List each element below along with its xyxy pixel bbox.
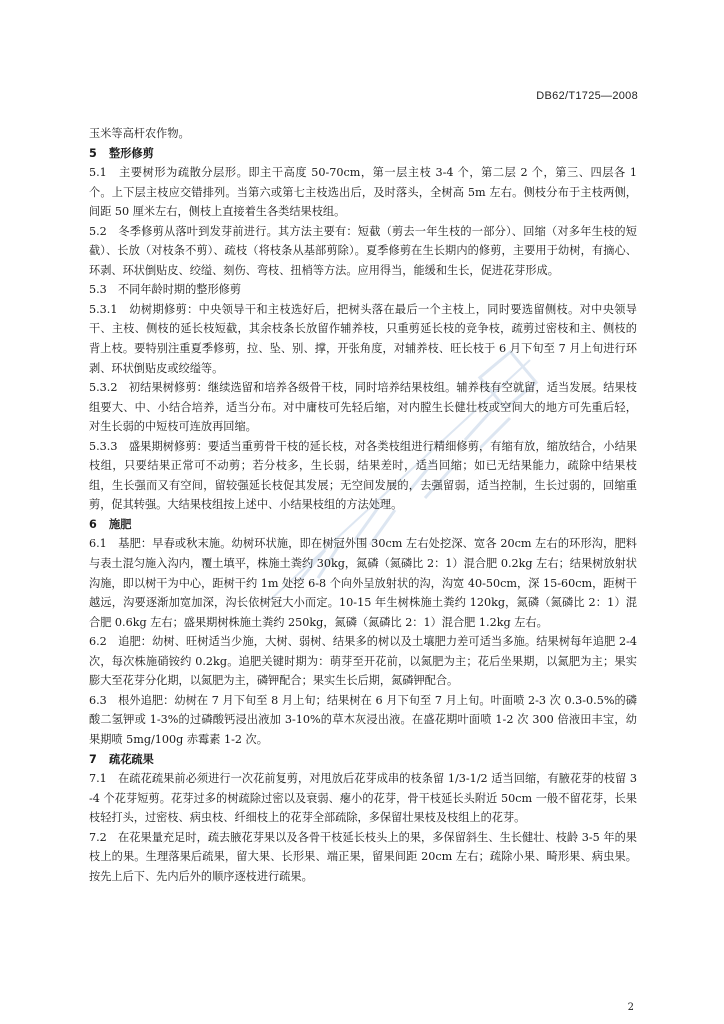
section-7-number: 7	[89, 752, 97, 766]
document-body	[89, 124, 637, 886]
page-number: 2	[627, 1002, 634, 1013]
section-7-heading	[89, 750, 637, 770]
paragraph-5-3-1: 5.3.1 幼树期修剪：中央领导干和主枝选好后，把树头落在最后一个主枝上，同时要选留侧枝。对中央领导干、主枝、侧枝的延长枝短截，其余枝条长放留作辅养枝，只重剪延长枝的竞争枝，疏剪过密枝和主、侧枝的背上枝。要特别注重夏季修剪，拉、坠、别、撑，开张角度，对辅养枝、旺长枝于 6 月下旬至 7 月上旬进行环剥、环状倒贴皮或绞缢等。	[89, 302, 637, 375]
section-5-heading	[89, 144, 637, 164]
paragraph-7-1: 7.1 在疏花疏果前必须进行一次花前复剪，对甩放后花芽成串的枝条留 1/3-1/2 适当回缩，有腋花芽的枝留 3-4 个花芽短剪。花芽过多的树疏除过密以及衰弱、瘪小的花芽，骨干枝延长头附近 50cm 一般不留花芽，长果枝轻打头，过密枝、病虫枝、纤细枝上的花芽全部疏除，多保留壮果枝及枝组上的花芽。	[89, 772, 637, 825]
standard-code: DB62/T1725—2008	[536, 90, 638, 102]
paragraph-5-3-2: 5.3.2 初结果树修剪：继续选留和培养各级骨干枝，同时培养结果枝组。辅养枝有空就留，适当发展。结果枝组要大、中、小结合培养，适当分布。对中庸枝可先轻后缩，对内膛生长健壮枝或空间大的地方可先重后轻，对生长弱的中短枝可连放再回缩。	[89, 381, 637, 434]
paragraph-5-3-3: 5.3.3 盛果期树修剪：要适当重剪骨干枝的延长枝，对各类枝组进行精细修剪，有缩有放，缩放结合，小结果枝组，只要结果正常可不动剪；若分枝多，生长弱，结果差时，适当回缩；如已无结果能力，疏除中结果枝组，生长强而又有空间，留较强延长枝促其发展；无空间发展的，去强留弱，适当控制，生长过弱的，回缩重剪，促其转强。大结果枝组按上述中、小结果枝组的方法处理。	[89, 439, 637, 512]
section-6-heading	[89, 515, 637, 535]
section-5-title: 整形修剪	[109, 146, 154, 160]
paragraph-7-2: 7.2 在花果量充足时，疏去腋花芽果以及各骨干枝延长枝头上的果，多保留斜生、生长健壮、枝龄 3-5 年的果枝上的果。生理落果后疏果，留大果、长形果、端正果，留果间距 20cm 左右；疏除小果、畸形果、病虫果。按先上后下、先内后外的顺序逐枝进行疏果。	[89, 830, 637, 883]
paragraph-6-2: 6.2 追肥：幼树、旺树适当少施，大树、弱树、结果多的树以及土壤肥力差可适当多施。结果树每年追肥 2-4 次，每次株施硝铵约 0.2kg。追肥关键时期为：萌芽至开花前，以氮肥为主；花后坐果期，以氮肥为主；果实膨大至花芽分化期，以氮肥为主，磷钾配合；果实生长后期，氮磷钾配合。	[89, 635, 637, 688]
paragraph-5-3: 5.3 不同年龄时期的整形修剪	[89, 283, 242, 297]
section-5-number: 5	[89, 146, 97, 160]
paragraph-6-3: 6.3 根外追肥：幼树在 7 月下旬至 8 月上旬；结果树在 6 月下旬至 7 月上旬。叶面喷 2-3 次 0.3-0.5%的磷酸二氢钾或 1-3%的过磷酸钙浸出液加 3-10%的草木灰浸出液。在盛花期叶面喷 1-2 次 300 倍液田丰宝，幼果期喷 5mg/100g 赤霉素 1-2 次。	[89, 693, 637, 746]
paragraph-6-1: 6.1 基肥：早春或秋末施。幼树环状施，即在树冠外围 30cm 左右处挖深、宽各 20cm 左右的环形沟，肥料与表土混匀施入沟内，覆土填平，株施土粪约 30kg，氮磷（氮磷比 2：1）混合肥 0.2kg 左右；结果树放射状沟施，即以树干为中心，距树干约 1m 处挖 6-8 个向外呈放射状的沟，沟宽 40-50cm，深 15-60cm，距树干越远，沟要逐渐加宽加深，沟长依树冠大小而定。10-15 年生树株施土粪约 120kg，氮磷（氮磷比 2：1）混合肥 0.6kg 左右；盛果期树株施土粪约 250kg，氮磷（氮磷比 2：1）混合肥 1.2kg 左右。	[89, 537, 637, 629]
section-6-title: 施肥	[109, 517, 132, 531]
intro-paragraph: 玉米等高杆农作物。	[89, 127, 190, 140]
paragraph-5-1: 5.1 主要树形为疏散分层形。即主干高度 50-70cm，第一层主枝 3-4 个，第二层 2 个，第三、四层各 1 个。上下层主枝应交错排列。当第六或第七主枝选出后，及时落头，全树高 5m 左右。侧枝分布于主枝两侧，间距 50 厘米左右，侧枝上直接着生各类结果枝组。	[89, 166, 637, 219]
paragraph-5-2: 5.2 冬季修剪从落叶到发芽前进行。其方法主要有：短截（剪去一年生枝的一部分）、回缩（对多年生枝的短截）、长放（对枝条不剪）、疏枝（将枝条从基部剪除）。夏季修剪在生长期内的修剪，主要用于幼树，有摘心、环剥、环状倒贴皮、绞缢、刻伤、弯枝、扭梢等方法。应用得当，能缓和生长，促进花芽形成。	[89, 224, 637, 277]
section-6-number: 6	[89, 517, 97, 531]
section-7-title: 疏花疏果	[109, 752, 154, 766]
